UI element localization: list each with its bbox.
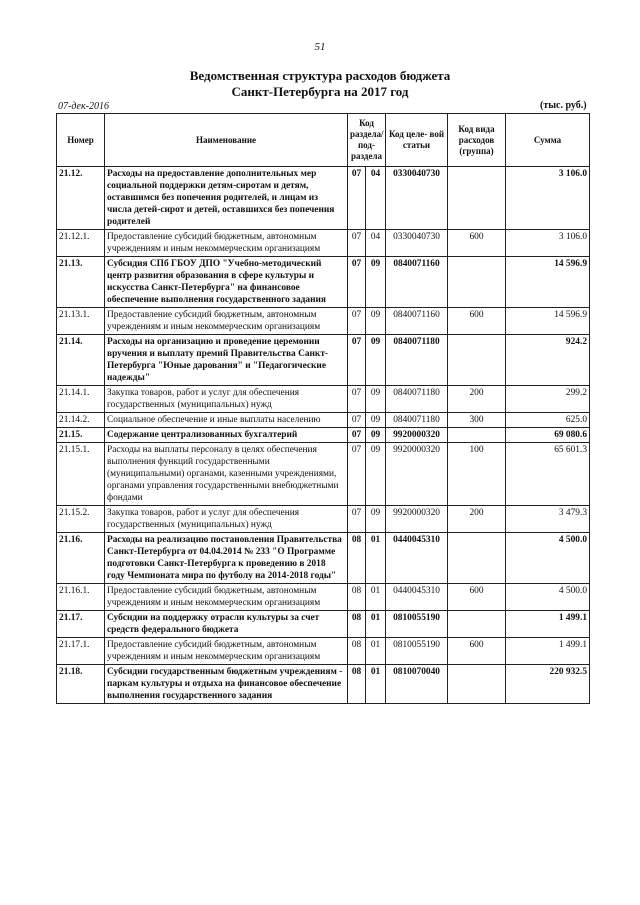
row-number: 21.16.1. <box>57 584 105 611</box>
row-number: 21.17.1. <box>57 638 105 665</box>
table-row <box>57 584 590 611</box>
row-expense-type <box>448 665 506 704</box>
table-row <box>57 335 590 386</box>
table-row <box>57 230 590 257</box>
row-section: 08 <box>348 638 366 665</box>
row-article-code: 0440045310 <box>386 584 448 611</box>
row-amount: 924.2 <box>506 335 590 386</box>
currency-units: (тыс. руб.) <box>540 100 587 111</box>
table-row <box>57 533 590 584</box>
row-name: Закупка товаров, работ и услуг для обеспечения государственных (муниципальных) нужд <box>105 386 348 413</box>
header-name: Наименование <box>105 114 348 167</box>
row-section: 07 <box>348 428 366 443</box>
row-article-code: 0840071160 <box>386 308 448 335</box>
row-subsection: 04 <box>366 167 386 230</box>
row-subsection: 01 <box>366 611 386 638</box>
row-name: Содержание централизованных бухгалтерий <box>105 428 348 443</box>
row-article-code: 9920000320 <box>386 506 448 533</box>
row-subsection: 09 <box>366 428 386 443</box>
row-number: 21.13. <box>57 257 105 308</box>
row-expense-type <box>448 335 506 386</box>
row-section: 08 <box>348 533 366 584</box>
row-name: Предоставление субсидий бюджетным, автономным учреждениям и иным некоммерческим организациям <box>105 584 348 611</box>
row-expense-type <box>448 611 506 638</box>
row-name: Закупка товаров, работ и услуг для обеспечения государственных (муниципальных) нужд <box>105 506 348 533</box>
table-row <box>57 257 590 308</box>
row-section: 07 <box>348 335 366 386</box>
row-subsection: 09 <box>366 386 386 413</box>
row-amount: 3 106.0 <box>506 230 590 257</box>
budget-table <box>56 113 590 704</box>
row-subsection: 09 <box>366 506 386 533</box>
row-amount: 3 479.3 <box>506 506 590 533</box>
table-row <box>57 308 590 335</box>
row-article-code: 0810070040 <box>386 665 448 704</box>
row-name: Расходы на организацию и проведение церемонии вручения и выплату премий Правительства Санкт-Петербурга "Юные дарования" и "Педагогические надежды" <box>105 335 348 386</box>
row-expense-type <box>448 533 506 584</box>
row-name: Расходы на реализацию постановления Правительства Санкт-Петербурга от 04.04.2014 № 233 "О Программе подготовки Санкт-Петербурга к проведению в 2018 году Чемпионата мира по футболу на 2014-2018 годы" <box>105 533 348 584</box>
row-amount: 14 596.9 <box>506 308 590 335</box>
row-expense-type <box>448 167 506 230</box>
row-section: 07 <box>348 167 366 230</box>
document-date: 07-дек-2016 <box>58 101 109 112</box>
header-expense-type-code: Код вида расходов (группа) <box>448 114 506 167</box>
table-row <box>57 611 590 638</box>
row-section: 08 <box>348 584 366 611</box>
row-amount: 3 106.0 <box>506 167 590 230</box>
row-subsection: 01 <box>366 665 386 704</box>
row-number: 21.12.1. <box>57 230 105 257</box>
row-subsection: 01 <box>366 584 386 611</box>
row-number: 21.14. <box>57 335 105 386</box>
row-amount: 65 601.3 <box>506 443 590 506</box>
row-number: 21.18. <box>57 665 105 704</box>
row-amount: 220 932.5 <box>506 665 590 704</box>
row-amount: 1 499.1 <box>506 638 590 665</box>
row-number: 21.14.2. <box>57 413 105 428</box>
row-name: Субсидии на поддержку отрасли культуры за счет средств федерального бюджета <box>105 611 348 638</box>
table-row <box>57 443 590 506</box>
row-number: 21.15. <box>57 428 105 443</box>
header-section-code: Код раздела/ под- раздела <box>348 114 386 167</box>
row-expense-type: 200 <box>448 506 506 533</box>
row-article-code: 0330040730 <box>386 230 448 257</box>
row-number: 21.15.2. <box>57 506 105 533</box>
row-expense-type: 600 <box>448 638 506 665</box>
page-number: 51 <box>314 41 326 53</box>
table-body <box>57 167 590 704</box>
table-row <box>57 386 590 413</box>
row-section: 08 <box>348 665 366 704</box>
row-subsection: 04 <box>366 230 386 257</box>
row-subsection: 09 <box>366 413 386 428</box>
row-number: 21.14.1. <box>57 386 105 413</box>
row-section: 07 <box>348 308 366 335</box>
table-row <box>57 428 590 443</box>
row-section: 07 <box>348 230 366 257</box>
row-subsection: 09 <box>366 335 386 386</box>
row-amount: 299.2 <box>506 386 590 413</box>
row-section: 07 <box>348 443 366 506</box>
row-subsection: 01 <box>366 533 386 584</box>
row-number: 21.13.1. <box>57 308 105 335</box>
row-amount: 4 500.0 <box>506 533 590 584</box>
row-article-code: 9920000320 <box>386 428 448 443</box>
table-row <box>57 506 590 533</box>
row-article-code: 0440045310 <box>386 533 448 584</box>
row-name: Социальное обеспечение и иные выплаты населению <box>105 413 348 428</box>
table-row <box>57 665 590 704</box>
table-row <box>57 167 590 230</box>
row-expense-type: 600 <box>448 584 506 611</box>
row-name: Предоставление субсидий бюджетным, автономным учреждениям и иным некоммерческим организациям <box>105 638 348 665</box>
row-expense-type: 600 <box>448 230 506 257</box>
row-name: Предоставление субсидий бюджетным, автономным учреждениям и иным некоммерческим организациям <box>105 230 348 257</box>
row-expense-type <box>448 428 506 443</box>
header-amount: Сумма <box>506 114 590 167</box>
row-article-code: 0840071180 <box>386 386 448 413</box>
row-name: Субсидии государственным бюджетным учреждениям - паркам культуры и отдыха на финансовое обеспечение выполнения государственного задания <box>105 665 348 704</box>
row-expense-type: 100 <box>448 443 506 506</box>
row-article-code: 0840071180 <box>386 335 448 386</box>
row-article-code: 9920000320 <box>386 443 448 506</box>
header-number: Номер <box>57 114 105 167</box>
row-article-code: 0840071160 <box>386 257 448 308</box>
document-title <box>0 68 640 100</box>
row-name: Субсидия СПб ГБОУ ДПО "Учебно-методический центр развития образования в сфере культуры и искусства Санкт-Петербурга" на финансовое обеспечение выполнения государственного задания <box>105 257 348 308</box>
row-subsection: 09 <box>366 308 386 335</box>
table-header-row <box>57 114 590 167</box>
row-section: 07 <box>348 257 366 308</box>
row-amount: 1 499.1 <box>506 611 590 638</box>
row-name: Расходы на предоставление дополнительных мер социальной поддержки детям-сиротам и детям, оставшимся без попечения родителей, и лицам из числа детей-сирот и детей, оставшихся без попечения родителей <box>105 167 348 230</box>
row-number: 21.17. <box>57 611 105 638</box>
row-amount: 69 080.6 <box>506 428 590 443</box>
row-subsection: 09 <box>366 257 386 308</box>
row-article-code: 0810055190 <box>386 611 448 638</box>
row-name: Предоставление субсидий бюджетным, автономным учреждениям и иным некоммерческим организациям <box>105 308 348 335</box>
title-line-1: Ведомственная структура расходов бюджета <box>189 68 451 83</box>
row-expense-type <box>448 257 506 308</box>
row-subsection: 09 <box>366 443 386 506</box>
row-number: 21.16. <box>57 533 105 584</box>
table-row <box>57 413 590 428</box>
row-section: 07 <box>348 413 366 428</box>
row-amount: 14 596.9 <box>506 257 590 308</box>
row-section: 07 <box>348 386 366 413</box>
row-expense-type: 200 <box>448 386 506 413</box>
row-subsection: 01 <box>366 638 386 665</box>
row-article-code: 0840071180 <box>386 413 448 428</box>
row-section: 07 <box>348 506 366 533</box>
row-expense-type: 600 <box>448 308 506 335</box>
row-section: 08 <box>348 611 366 638</box>
row-expense-type: 300 <box>448 413 506 428</box>
row-number: 21.12. <box>57 167 105 230</box>
row-amount: 625.0 <box>506 413 590 428</box>
row-article-code: 0330040730 <box>386 167 448 230</box>
row-name: Расходы на выплаты персоналу в целях обеспечения выполнения функций государственными (муниципальными) органами, казенными учреждениями, органами управления государственными внебюджетными фондами <box>105 443 348 506</box>
table-row <box>57 638 590 665</box>
row-amount: 4 500.0 <box>506 584 590 611</box>
row-number: 21.15.1. <box>57 443 105 506</box>
row-article-code: 0810055190 <box>386 638 448 665</box>
header-article-code: Код целе- вой статьи <box>386 114 448 167</box>
title-line-2: Санкт-Петербурга на 2017 год <box>231 84 409 99</box>
